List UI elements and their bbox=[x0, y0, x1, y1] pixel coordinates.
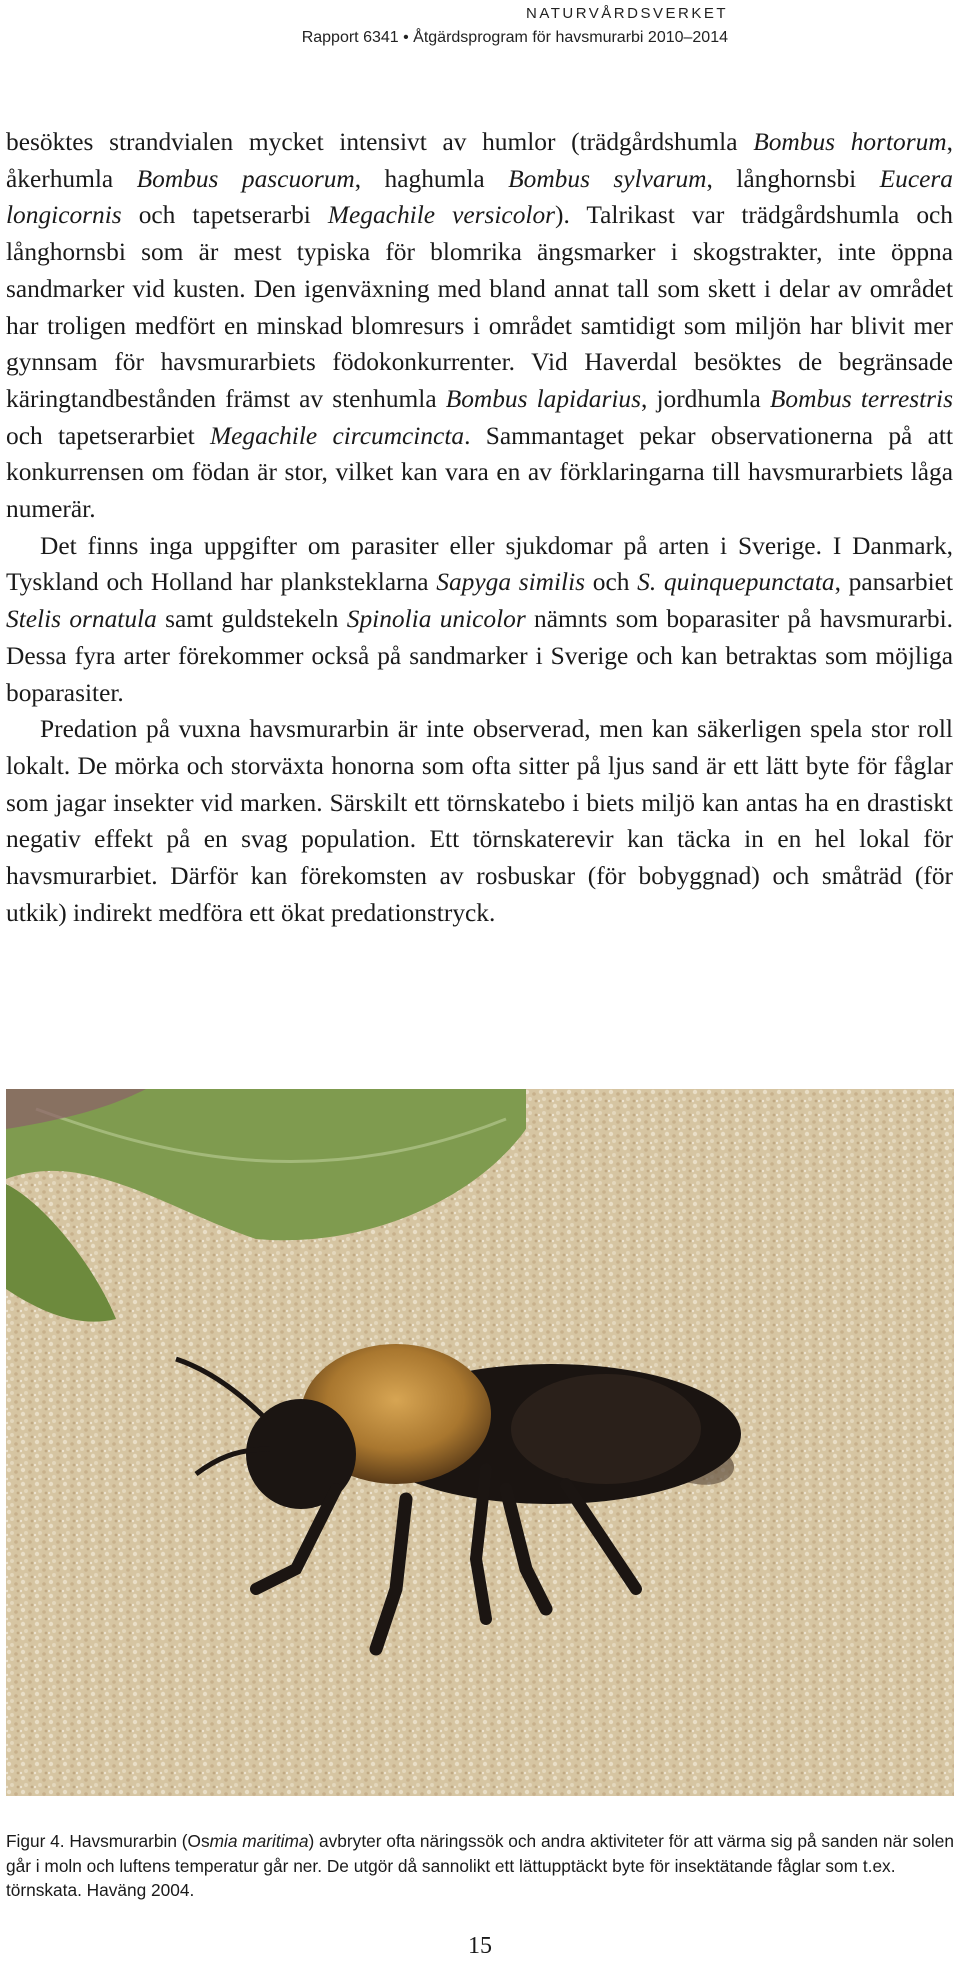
text-run: , pansarbiet bbox=[834, 568, 954, 597]
text-run: Figur 4. Havsmurarbin (Os bbox=[6, 1831, 210, 1851]
bee-on-sand-image bbox=[6, 1089, 954, 1796]
text-run: , haghumla bbox=[354, 164, 509, 193]
text-run: ) avbryter ofta näringssök och andra aktiviteter för att värma sig på sanden när solen går i moln och luftens temperatur går ner. De utgör då sannolikt ett lättupptäckt byte för insektätande fåglar som t.ex. törnskata. Haväng 2004. bbox=[6, 1831, 954, 1901]
italic-text: S. quinquepunctata bbox=[637, 568, 835, 597]
text-run: . Sammantaget pekar observationerna på att konkurrensen om födan är stor, vilket kan vara en av förklaringarna till havsmurarbiets låga numerär. bbox=[6, 421, 953, 524]
bee-photo bbox=[6, 1089, 954, 1796]
publisher-name: NATURVÅRDSVERKET bbox=[526, 5, 728, 22]
italic-text: Bombus hortorum bbox=[753, 128, 947, 156]
text-run: Det finns inga uppgifter om parasiter eller sjukdomar på arten i Sverige. I Danmark, Tyskland och Holland har planksteklarna bbox=[6, 531, 953, 597]
text-run: , jordhumla bbox=[641, 384, 770, 413]
italic-text: Eucera longicornis bbox=[6, 164, 953, 230]
report-title: Rapport 6341 • Åtgärdsprogram för havsmurarbi 2010–2014 bbox=[301, 29, 728, 46]
text-run: nämnts som boparasiter på havsmurarbi. Dessa fyra arter förekommer också på sandmarker i Sverige och kan betraktas som möjliga boparasiter. bbox=[6, 605, 954, 707]
italic-text: Bombus sylvarum bbox=[508, 164, 707, 193]
page-number: 15 bbox=[468, 1933, 492, 1959]
italic-text: Stelis ornatula bbox=[6, 605, 157, 634]
text-run: och bbox=[585, 568, 638, 597]
paragraph bbox=[6, 124, 953, 528]
italic-text: Bombus terrestris bbox=[769, 384, 953, 413]
paragraph bbox=[6, 528, 953, 712]
body-text bbox=[6, 124, 953, 931]
italic-text: Spinolia unicolor bbox=[346, 605, 526, 634]
italic-text: Bombus lapidarius bbox=[445, 384, 641, 413]
text-run: besöktes strandvialen mycket intensivt av humlor (trädgårdshumla bbox=[6, 128, 754, 156]
text-run: ). Talrikast var trädgårdshumla och långhornsbi som är mest typiska för blomrika ängsmarker i skogstrakter, inte öppna sandmarker vid kusten. Den igenväxning med bland annat tall som skett i delar av området har troligen medfört en minskad blomresurs i området samtidigt som miljön har blivit mer gynnsam för havsmurarbiets födokonkurrenter. Vid Haverdal besöktes de begränsade käringtandbestånden främst av stenhumla bbox=[6, 201, 953, 413]
text-run: samt guldstekeln bbox=[156, 605, 347, 634]
italic-text: Bombus pascuorum bbox=[136, 164, 355, 193]
text-run: Predation på vuxna havsmurarbin är inte observerad, men kan säkerligen spela stor roll lokalt. De mörka och storväxta honorna som ofta sitter på ljus sand är ett lätt byte för fåglar som jagar insekter vid marken. Särskilt ett törnskatebo i biets miljö kan antas ha en drastiskt negativ effekt på en svag population. Ett törnskaterevir kan täcka in en hel lokal för havsmurarbiet. Därför kan förekomsten av rosbuskar (för bobyggnad) och småträd (för utkik) indirekt medföra ett ökat predationstryck. bbox=[6, 715, 953, 927]
paragraph bbox=[6, 711, 953, 931]
text-run: , åkerhumla bbox=[6, 128, 953, 193]
page-header bbox=[302, 4, 728, 49]
figure-caption bbox=[6, 1829, 954, 1903]
text-run: och tapetserarbi bbox=[121, 201, 328, 230]
text-run: , långhornsbi bbox=[706, 164, 880, 193]
italic-text: Sapyga similis bbox=[436, 568, 586, 597]
italic-text: mia maritima bbox=[209, 1831, 309, 1851]
text-run: och tapetserarbiet bbox=[6, 421, 211, 450]
italic-text: Megachile circumcincta bbox=[210, 421, 465, 450]
italic-text: Megachile versicolor bbox=[327, 201, 556, 230]
